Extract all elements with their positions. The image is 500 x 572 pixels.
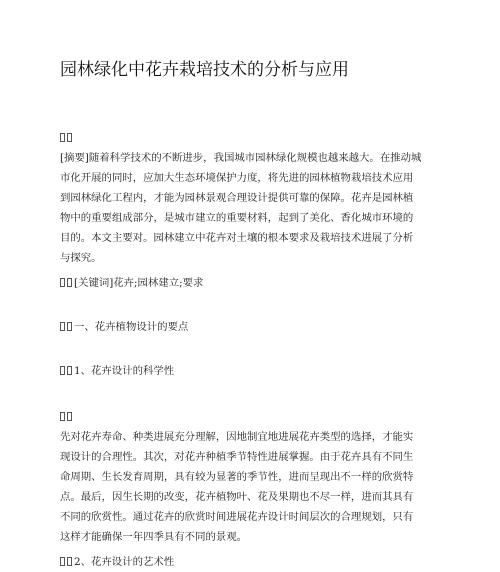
placeholder-glyph <box>60 322 65 331</box>
subsection-heading-text: 2、花卉设计的艺术性 <box>74 556 175 568</box>
abstract-line: 物中的重要组成部分，是城市建立的重要材料，起到了美化、香化城市环境的 <box>60 212 414 224</box>
paragraph-line: 先对花卉寿命、种类进展充分理解，因地制宜地进展花卉类型的选择，才能实 <box>60 431 414 443</box>
subsection-heading <box>60 361 445 381</box>
placeholder-glyph <box>67 278 72 287</box>
keywords-section <box>60 273 445 293</box>
paragraph-line: 不同的欣赏性。通过花卉的欣赏时间进展花卉设计时间层次的合理规划，只有 <box>60 511 414 523</box>
abstract-section <box>60 128 445 268</box>
abstract-line: 目的。本文主要对。园林建立中花卉对土壤的根本要求及栽培技术进展了分析 <box>60 232 414 244</box>
placeholder-glyphs <box>60 407 445 427</box>
abstract-line: 到园林绿化工程内，才能为园林景观合理设计提供可靠的保障。花卉是园林植 <box>60 192 414 204</box>
placeholder-glyph <box>60 557 65 566</box>
paragraph-line: 现设计的合理性。其次，对花卉种植季节特性进展掌握。由于花卉具有不同生 <box>60 451 414 463</box>
placeholder-glyph <box>67 366 72 375</box>
paragraph-line: 命周期、生长发育周期，具有较为显著的季节性，进而呈现出不一样的欣赏特 <box>60 471 414 483</box>
paragraph-line: 点。最后，因生长期的改变，花卉植物叶、花及果期也不尽一样，进而其具有 <box>60 491 414 503</box>
abstract-line: 与探究。 <box>60 252 102 264</box>
section-heading <box>60 317 445 337</box>
abstract-line: 市化开展的同时，应加大生态环境保护力度，将先进的园林植物栽培技术应用 <box>60 172 414 184</box>
body-paragraph <box>60 407 445 547</box>
placeholder-glyph <box>60 278 65 287</box>
abstract-line: [摘要]随着科学技术的不断进步，我国城市园林绿化规模也越来越大。在推动城 <box>60 152 422 164</box>
placeholder-glyph <box>67 557 72 566</box>
section-heading-text: 一、花卉植物设计的要点 <box>74 321 189 333</box>
placeholder-glyphs <box>60 128 445 148</box>
placeholder-glyph <box>67 322 72 331</box>
paragraph-line: 这样才能确保一年四季具有不同的景观。 <box>60 531 248 543</box>
subsection-heading-text: 1、花卉设计的科学性 <box>74 365 175 377</box>
subsection-heading <box>60 552 445 572</box>
keywords-text: [关键词]花卉;园林建立;要求 <box>74 277 204 289</box>
placeholder-glyph <box>60 366 65 375</box>
page-title: 园林绿化中花卉栽培技术的分析与应用 <box>60 60 349 80</box>
